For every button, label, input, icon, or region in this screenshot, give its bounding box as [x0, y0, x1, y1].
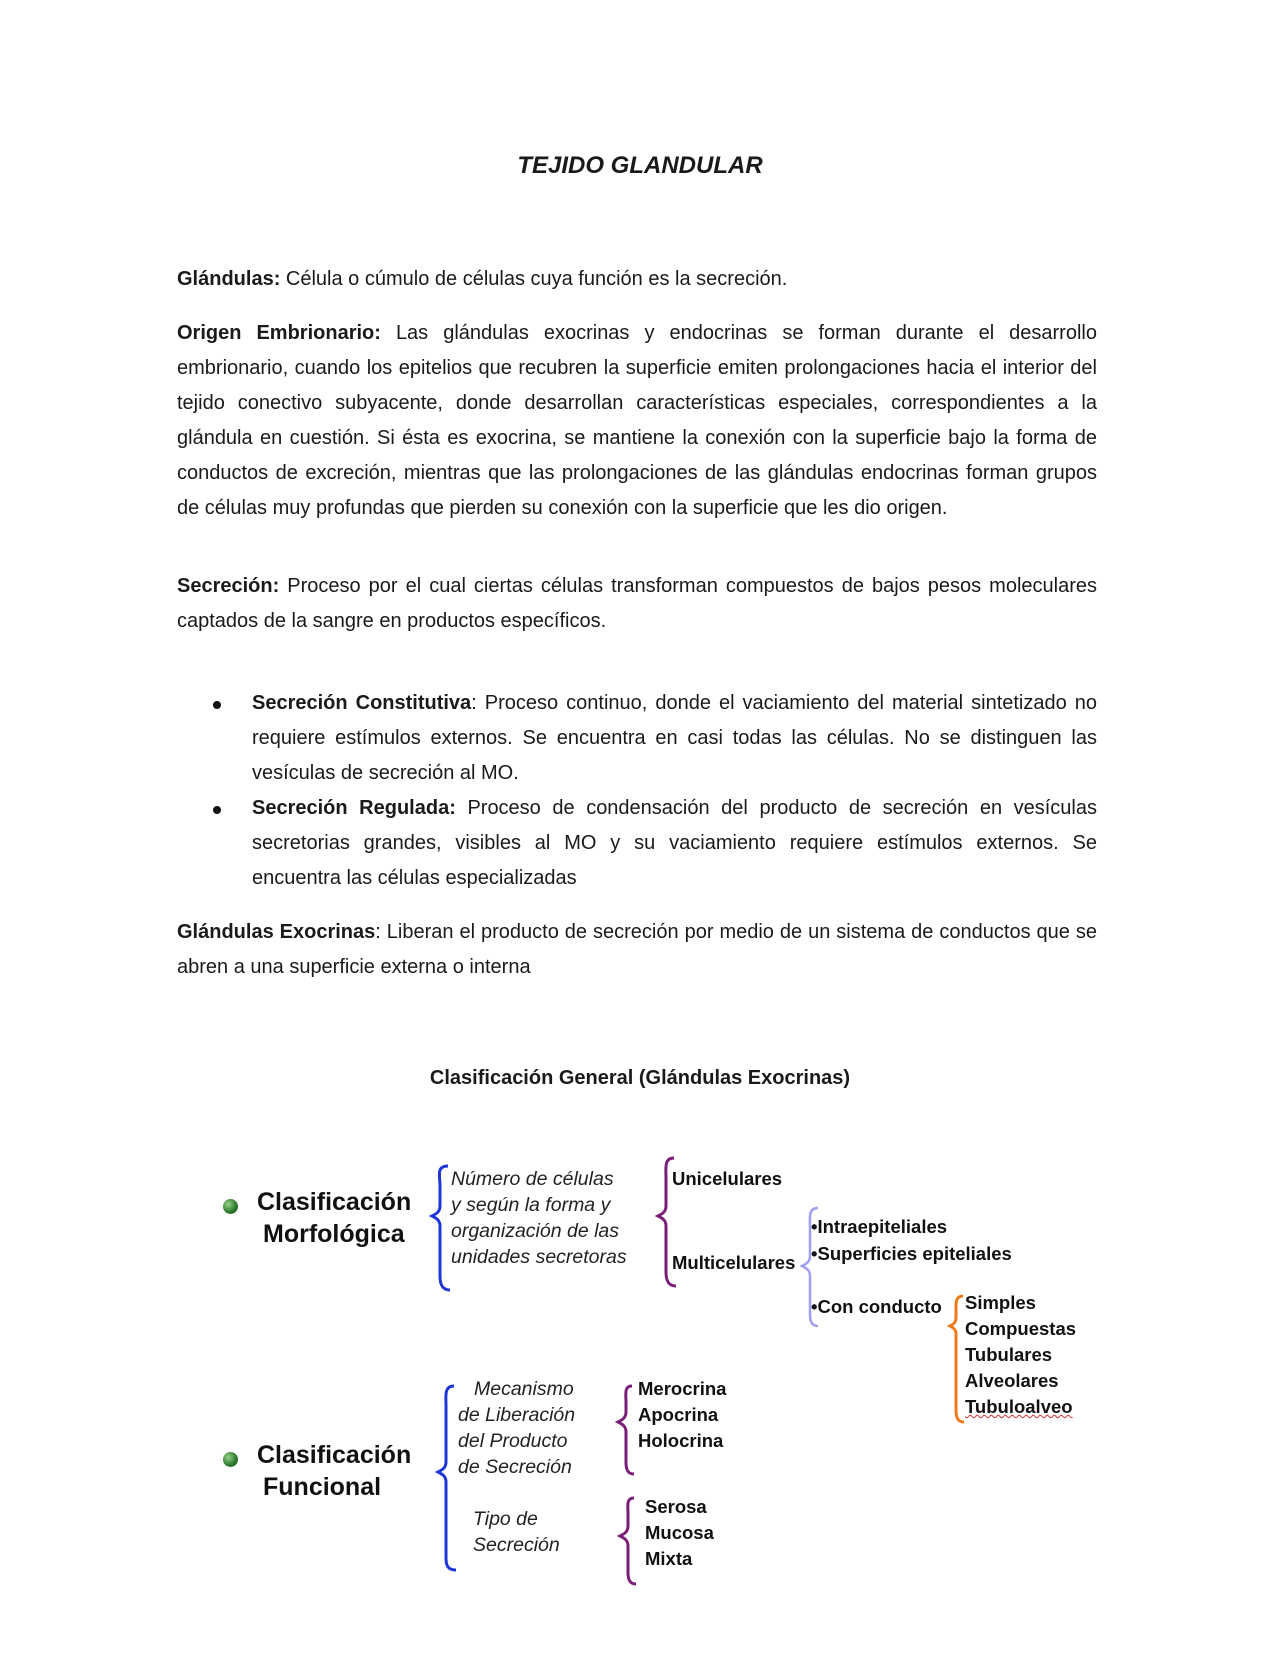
green-bullet-icon	[223, 1452, 238, 1467]
criterion-numero-2: y según la forma y	[451, 1194, 611, 1216]
cat-funcional	[257, 1439, 411, 1503]
paragraph-exocrinas	[177, 915, 1097, 985]
label-mixta: Mixta	[645, 1548, 693, 1569]
secretion-types-list	[177, 686, 1097, 896]
criterion-mecanismo-2: de Liberación	[458, 1404, 576, 1426]
label-compuestas: Compuestas	[965, 1318, 1077, 1339]
label-unicelulares: Unicelulares	[672, 1168, 783, 1189]
brace-numero	[658, 1158, 676, 1286]
criterion-mecanismo-4: de Secreción	[458, 1456, 572, 1478]
cat-morfologica-line2: Morfológica	[263, 1220, 405, 1248]
page-title: TEJIDO GLANDULAR	[517, 152, 763, 179]
cat-funcional-line2: Funcional	[263, 1473, 382, 1501]
label-con-conducto: •Con conducto	[811, 1296, 942, 1317]
term-secrecion: Secreción:	[177, 575, 280, 597]
figure-title: Clasificación General (Glándulas Exocrinas)	[429, 1067, 851, 1089]
label-superficies-epiteliales: •Superficies epiteliales	[811, 1243, 1012, 1264]
cat-morfologica-line1: Clasificación	[257, 1188, 412, 1216]
term-glandulas: Glándulas:	[177, 268, 281, 290]
criterion-tipo-1: Tipo de	[473, 1508, 538, 1530]
label-alveolares: Alveolares	[965, 1370, 1059, 1391]
criterion-numero-4: unidades secretoras	[451, 1246, 627, 1268]
label-multicelulares: Multicelulares	[672, 1252, 796, 1273]
label-merocrina: Merocrina	[638, 1378, 727, 1399]
text-origen: Las glándulas exocrinas y endocrinas se forman durante el desarrollo embrionario, cuando los epitelios que recubren la superficie emiten prolongaciones hacia el interior del tejido conectivo subyacente, donde desarrollan características especiales, correspondientes a la glándula en cuestión. Si ésta es exocrina, se mantiene la conexión con la superficie bajo la forma de conductos de excreción, mientras que las prolongaciones de las glándulas endocrinas forman grupos de células muy profundas que pierden su conexión con la superficie que les dio origen.	[177, 322, 1097, 519]
label-apocrina: Apocrina	[638, 1404, 719, 1425]
term-constitutiva: Secreción Constitutiva	[252, 692, 472, 714]
bullet-icon	[213, 806, 221, 814]
criterion-mecanismo-3: del Producto	[458, 1430, 568, 1452]
text-glandulas: Célula o cúmulo de células cuya función es la secreción.	[285, 268, 788, 290]
bullet-icon	[213, 701, 221, 709]
text-secrecion: Proceso por el cual ciertas células transforman compuestos de bajos pesos moleculares captados de la sangre en productos específicos.	[177, 575, 1098, 632]
cat-morfologica	[257, 1186, 411, 1250]
paragraph-secrecion	[177, 569, 1097, 639]
brace-con-conducto	[950, 1296, 964, 1422]
criterion-tipo-2: Secreción	[473, 1534, 560, 1556]
label-mucosa: Mucosa	[645, 1522, 714, 1543]
green-bullet-icon	[223, 1199, 238, 1214]
label-simples: Simples	[965, 1292, 1036, 1313]
label-holocrina: Holocrina	[638, 1430, 724, 1451]
criterion-numero-1: Número de células	[451, 1168, 614, 1190]
brace-mecanismo	[618, 1386, 634, 1474]
list-item	[177, 686, 1097, 791]
label-intraepiteliales: •Intraepiteliales	[811, 1216, 948, 1237]
cat-funcional-line1: Clasificación	[257, 1441, 412, 1469]
term-origen: Origen Embrionario:	[177, 322, 381, 344]
brace-multicelulares	[802, 1208, 818, 1326]
label-serosa: Serosa	[645, 1496, 707, 1517]
brace-funcional	[438, 1386, 456, 1570]
list-item	[177, 791, 1097, 896]
term-exocrinas: Glándulas Exocrinas	[177, 921, 376, 943]
term-regulada: Secreción Regulada:	[252, 797, 456, 819]
label-tubulares: Tubulares	[965, 1344, 1053, 1365]
paragraph-origen	[177, 316, 1097, 526]
criterion-mecanismo-1: Mecanismo	[474, 1378, 574, 1400]
brace-tipo	[620, 1498, 636, 1584]
paragraph-glandulas	[177, 262, 1097, 297]
text-constitutiva: : Proceso continuo, donde el vaciamiento del material sintetizado no requiere estímulos externos. Se encuentra en casi todas las células. No se distinguen las vesículas de secreción al MO.	[252, 692, 1097, 784]
label-tubuloalveo: Tubuloalveo	[965, 1396, 1073, 1417]
text-regulada: Proceso de condensación del producto de secreción en vesículas secretorias grandes, visibles al MO y su vaciamiento requiere estímulos externos. Se encuentra las células especializadas	[252, 797, 1097, 889]
text-exocrinas: : Liberan el producto de secreción por medio de un sistema de conductos que se abren a una superficie externa o interna	[177, 921, 1097, 978]
criterion-numero-3: organización de las	[451, 1220, 620, 1242]
brace-morfologica	[432, 1166, 450, 1290]
